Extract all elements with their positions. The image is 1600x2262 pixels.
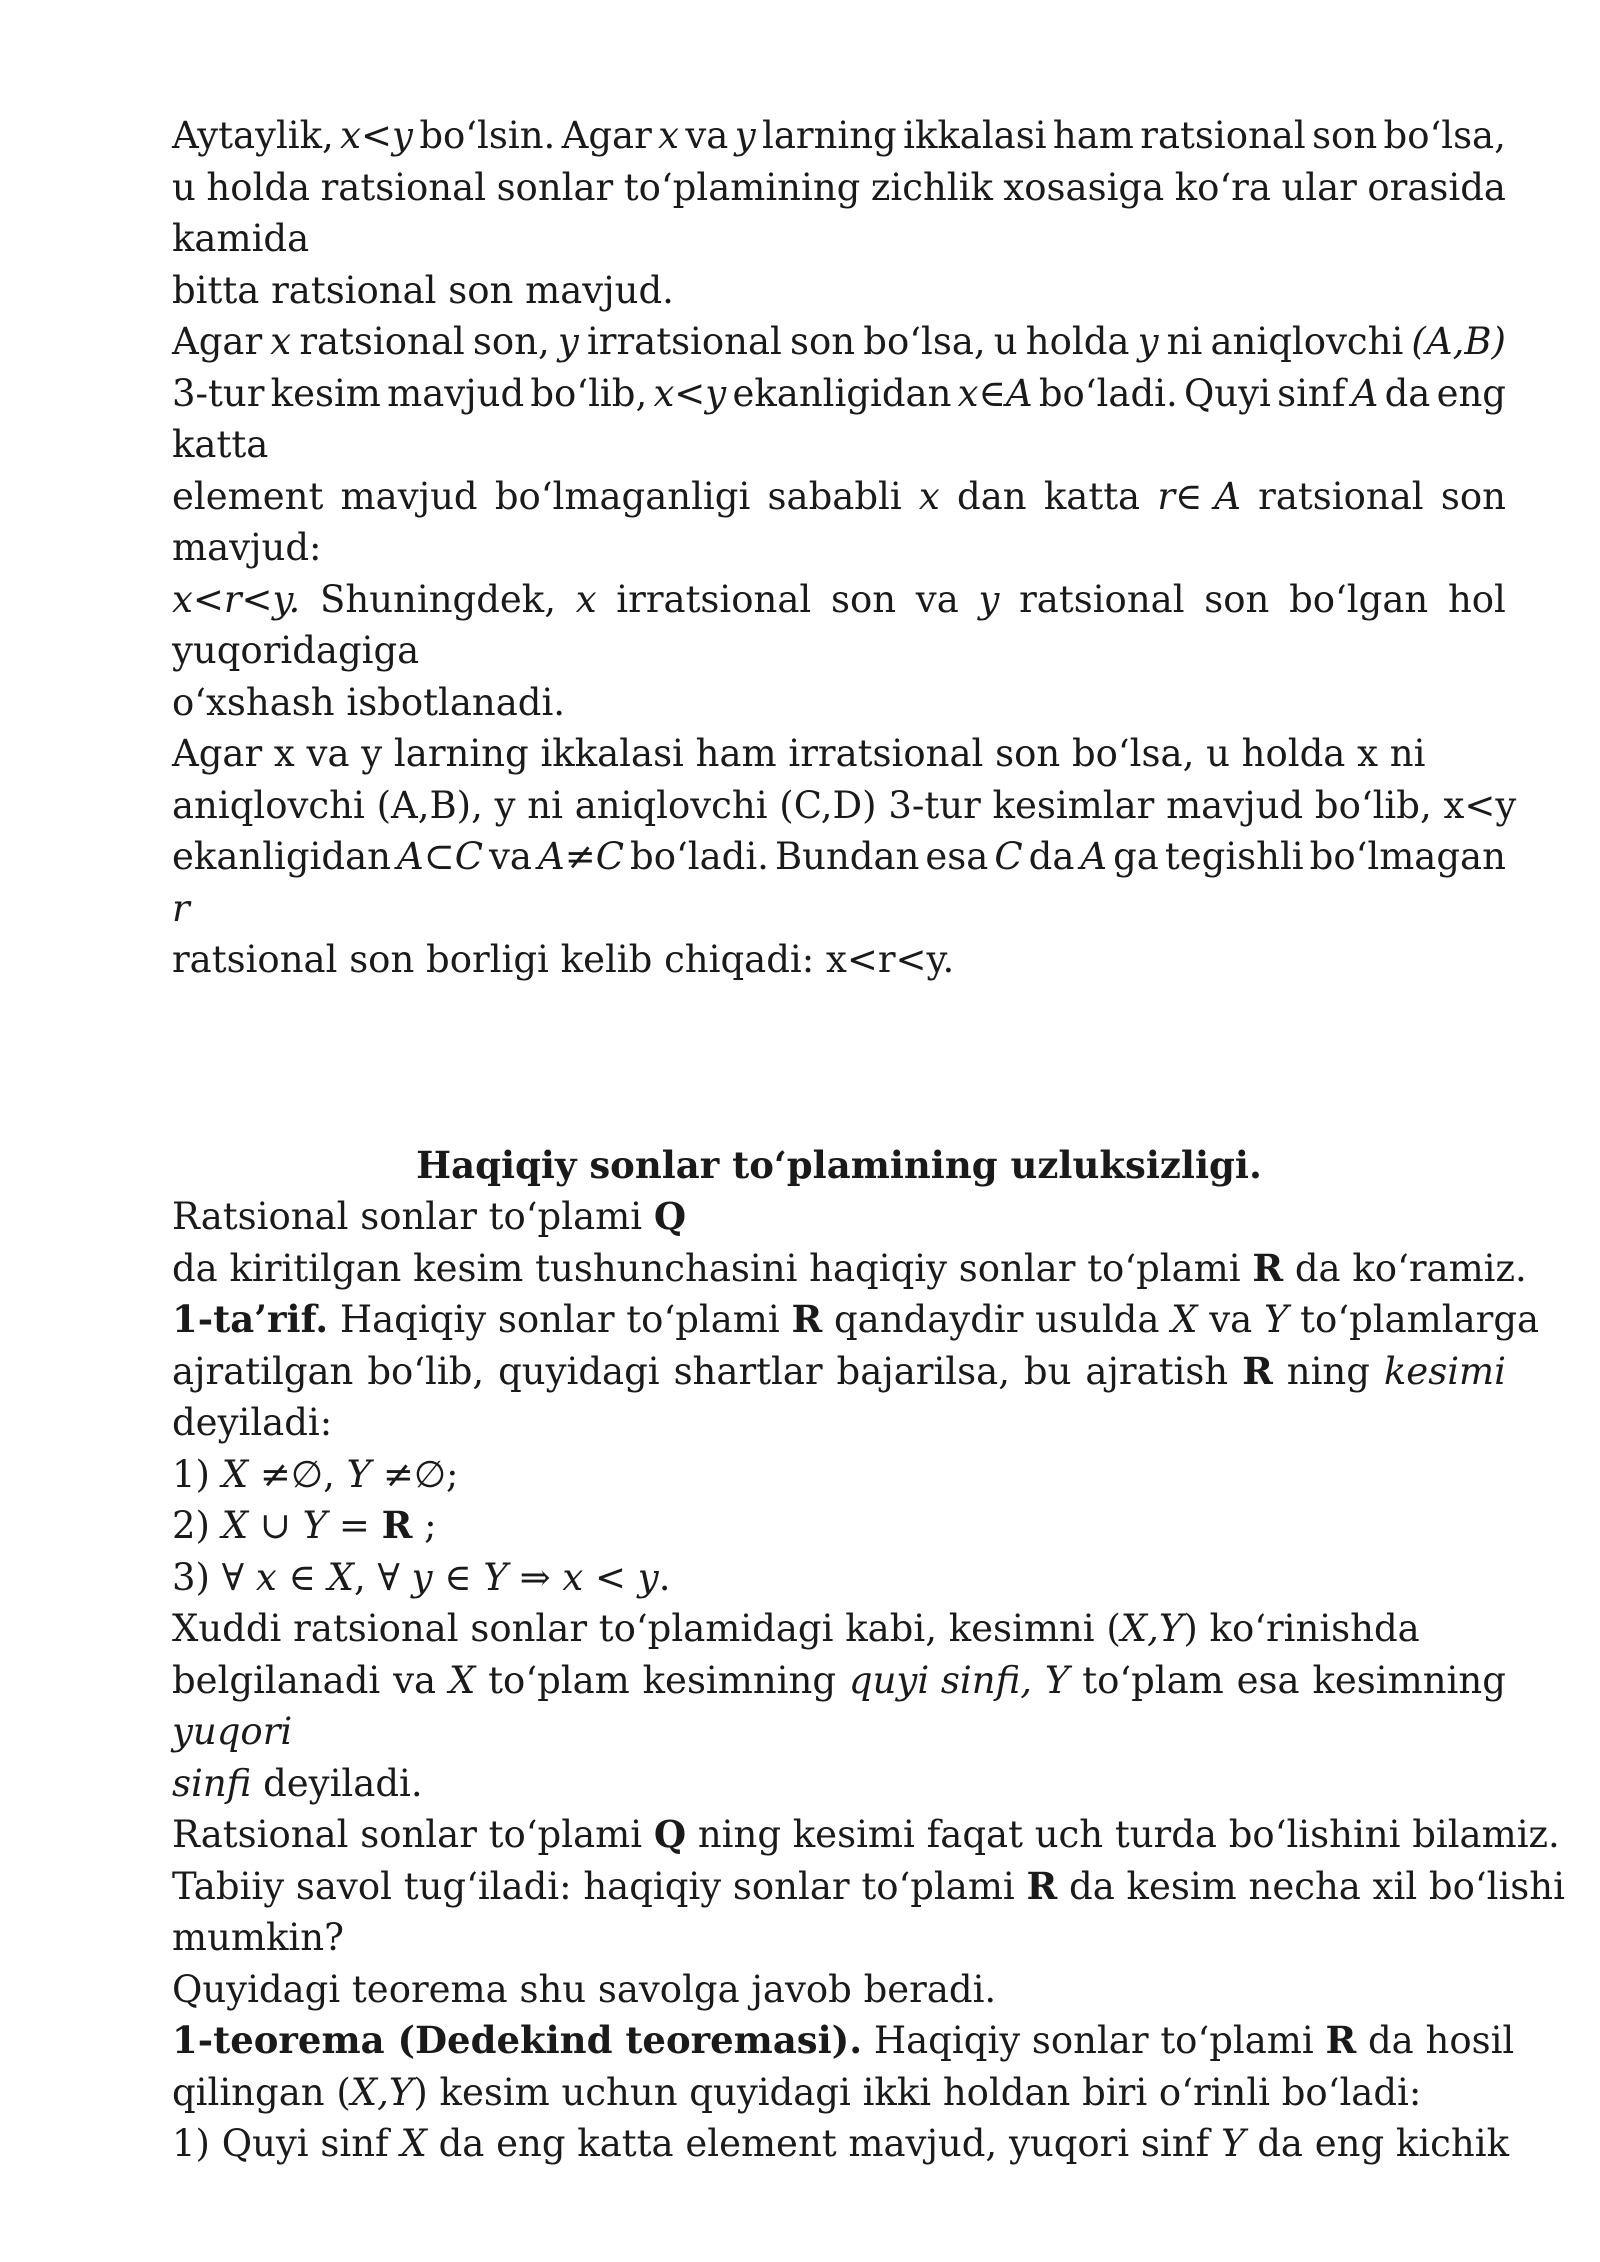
word: ning — [1286, 1349, 1370, 1393]
spacer — [172, 986, 1506, 1140]
word: u — [993, 320, 1018, 363]
term: kesimi — [1383, 1349, 1506, 1393]
word: ratsional — [1258, 474, 1424, 518]
word: to‘plam — [488, 1658, 630, 1702]
math: (A,B) — [1411, 320, 1506, 363]
word: ni — [1166, 320, 1203, 363]
math: X — [221, 1452, 249, 1496]
word: ham — [1052, 114, 1134, 157]
text-line — [172, 1861, 1565, 1913]
math: X,Y — [350, 2070, 414, 2114]
math: x — [270, 320, 292, 363]
word: Agar — [172, 320, 263, 363]
text-line — [172, 471, 1506, 523]
math-bold: Q — [653, 1812, 687, 1856]
section-heading: Haqiqiy sonlar to‘plamining uzluksizligi. — [416, 1142, 1262, 1187]
text: da hosil — [1356, 2019, 1515, 2062]
math: C — [994, 835, 1023, 878]
text-line: aniqlovchi (A,B), y ni aniqlovchi (C,D) 3-tur kesimlar mavjud bo‘lib, x<y — [172, 783, 1517, 827]
word: kesimning — [642, 1658, 837, 1702]
text: da kiritilgan kesim tushunchasini haqiqiy sonlar to‘plami — [172, 1246, 1253, 1290]
text: da eng kichik — [1245, 2122, 1509, 2165]
word: ratsional — [1140, 114, 1306, 157]
text-line — [172, 1809, 1560, 1861]
text: ≠∅; — [371, 1452, 459, 1496]
word: larning — [761, 114, 897, 157]
word: va — [393, 1658, 437, 1702]
math: X — [221, 1504, 249, 1547]
text: Tabiiy savol tug‘iladi: haqiqiy sonlar to‘plami — [172, 1864, 1027, 1908]
math: X — [327, 1555, 354, 1599]
word: orasida — [1367, 165, 1506, 209]
text-line — [172, 831, 1506, 883]
math-bold: R — [1252, 1245, 1284, 1290]
text: da eng katta element mavjud, yuqori sinf — [426, 2122, 1222, 2165]
text: , ∀ — [353, 1555, 412, 1599]
text: ) kesim uchun quyidagi ikki holdan biri o‘rinli bo‘ladi: — [413, 2070, 1422, 2114]
word: bo‘lsin. — [419, 114, 556, 157]
word: bo‘lib, — [367, 1349, 485, 1393]
text-line — [172, 2067, 1506, 2119]
text-line: Quyidagi teorema shu savolga javob beradi. — [172, 1967, 997, 2011]
text: 1) — [172, 1452, 222, 1496]
text-line — [172, 1603, 1506, 1655]
text-line — [172, 574, 1506, 626]
text: 3) ∀ — [172, 1555, 256, 1599]
word: ekanligidan — [732, 371, 952, 415]
word: ikkalasi — [903, 114, 1047, 157]
text: deyiladi. — [251, 1761, 423, 1805]
word: Bundan — [774, 835, 920, 878]
word: va — [915, 577, 959, 621]
text: ) ko‘rinishda — [1183, 1607, 1420, 1650]
text-line — [172, 2015, 1515, 2067]
word: bo‘ladi. — [1038, 371, 1178, 415]
text-line — [172, 316, 1506, 368]
word: irratsional — [586, 320, 782, 363]
word: esa — [925, 835, 989, 878]
math: x — [575, 577, 597, 621]
text-line: Agar x va y larning ikkalasi ham irratsional son bo‘lsa, u holda x ni — [172, 732, 1426, 775]
math: Y — [483, 1555, 508, 1599]
condition-2 — [172, 1500, 1506, 1552]
proof-paragraph — [172, 110, 1517, 986]
math: X — [400, 2122, 427, 2165]
math: x — [918, 474, 940, 518]
word: sinf — [1277, 371, 1346, 415]
word: bo‘lgan — [1289, 577, 1429, 621]
word: son — [830, 577, 897, 621]
math: X — [448, 1658, 476, 1702]
text: = — [327, 1504, 382, 1547]
word: u — [172, 165, 196, 209]
math: x — [658, 114, 680, 157]
math: y — [978, 577, 1000, 621]
math: x<r<y. — [172, 577, 301, 621]
word: Shuningdek, — [320, 577, 556, 621]
math: Y — [346, 1452, 372, 1496]
text-line — [172, 1758, 1506, 1810]
math-bold: R — [1026, 1863, 1058, 1908]
math: x — [562, 1555, 584, 1599]
word: zichlik — [870, 165, 993, 209]
text: qandaydir usulda — [822, 1298, 1172, 1341]
condition-3 — [172, 1552, 1506, 1604]
text-line — [172, 162, 1506, 214]
word: kesimning — [1312, 1658, 1506, 1702]
text: . — [658, 1555, 671, 1599]
text: va — [1197, 1298, 1264, 1341]
math: y — [411, 1555, 433, 1599]
word: son — [790, 320, 856, 363]
definition-paragraph — [172, 1191, 1565, 2170]
text: ∈ — [432, 1555, 484, 1599]
text-line — [172, 1243, 1527, 1295]
math: y — [1137, 320, 1159, 363]
text: Haqiqiy sonlar to‘plami — [862, 2019, 1326, 2062]
text: < — [583, 1555, 638, 1599]
text: to‘plamlarga — [1288, 1298, 1540, 1341]
word: irratsional — [616, 577, 812, 621]
text-line — [172, 2118, 1509, 2170]
word: esa — [1236, 1658, 1300, 1702]
text-line — [172, 368, 1506, 420]
word: ajratilgan — [172, 1349, 354, 1393]
word: son — [1312, 114, 1378, 157]
text-line — [172, 110, 1506, 162]
word: son, — [472, 320, 550, 363]
word: ratsional — [299, 320, 465, 363]
text: ∪ — [248, 1504, 303, 1547]
math: x∈A — [957, 371, 1033, 415]
text-line: o‘xshash isbotlanadi. — [172, 680, 566, 724]
word: aniqlovchi — [1210, 320, 1404, 363]
text: ning kesimi faqat uch turda bo‘lishini bilamiz. — [686, 1813, 1560, 1856]
text-line: mumkin? — [172, 1916, 344, 1959]
math-bold: R — [791, 1297, 823, 1341]
word: ular — [1281, 165, 1357, 209]
word: to‘plamining — [623, 165, 861, 209]
word: to‘plam — [1082, 1658, 1224, 1702]
math-bold: R — [381, 1503, 413, 1547]
term: quyi sinfi, — [848, 1658, 1033, 1702]
word: bu — [1023, 1349, 1072, 1393]
text-line: yuqoridagiga — [172, 629, 420, 672]
word: quyidagi — [498, 1349, 660, 1393]
text: Haqiqiy sonlar to‘plami — [328, 1298, 792, 1341]
word: eng — [1436, 371, 1506, 415]
text-line — [172, 1191, 1506, 1243]
word: bo‘lib, — [530, 371, 648, 415]
word: ko‘ra — [1174, 165, 1271, 209]
math-bold: Q — [653, 1194, 687, 1238]
word: bo‘lmagan — [1309, 835, 1506, 878]
word: ekanligidan — [172, 835, 391, 878]
word: ratsional — [320, 165, 487, 209]
text: ∈ — [276, 1555, 328, 1599]
word: ratsional — [1019, 577, 1185, 621]
word: son — [1204, 577, 1270, 621]
word: Agar — [561, 114, 652, 157]
math: y — [557, 320, 579, 363]
word: xosasiga — [1003, 165, 1165, 209]
math: Y — [1044, 1658, 1070, 1702]
term: sinfi — [172, 1761, 252, 1805]
word: son — [1440, 474, 1506, 518]
math: x — [255, 1555, 277, 1599]
text-line — [172, 1346, 1506, 1398]
text: ⇒ — [507, 1555, 563, 1599]
math: r∈ A — [1157, 474, 1241, 518]
text: ; — [412, 1504, 437, 1547]
word: bo‘lsa, — [1383, 114, 1506, 157]
word: da — [1028, 835, 1075, 878]
word: 3-tur — [172, 371, 265, 415]
math: A — [1080, 835, 1108, 878]
word: belgilanadi — [172, 1658, 381, 1702]
math: Y — [1263, 1298, 1289, 1341]
math: r — [172, 886, 190, 930]
math-bold: R — [1242, 1348, 1273, 1393]
word: Aytaylik, — [172, 114, 334, 157]
math: x<y — [340, 114, 413, 157]
math-bold: R — [1325, 2018, 1357, 2062]
word: va — [489, 835, 532, 878]
word: da — [1384, 371, 1431, 415]
word: ajratish — [1085, 1349, 1229, 1393]
word: element — [172, 474, 324, 518]
text-line: ratsional son borligi kelib chiqadi: x<r<y. — [172, 938, 955, 981]
text: da kesim necha xil bo‘lishi — [1057, 1864, 1565, 1908]
math: Y — [1221, 2122, 1246, 2165]
math: y — [734, 114, 756, 157]
word: shartlar — [673, 1349, 823, 1393]
text-line — [172, 1655, 1506, 1707]
math: A≠C — [537, 835, 625, 878]
text: Ratsional sonlar to‘plami — [172, 1813, 654, 1856]
text: 1) Quyi sinf — [172, 2122, 401, 2165]
word: bo‘lsa, — [863, 320, 986, 363]
word: holda — [206, 165, 311, 209]
word: katta — [1043, 474, 1141, 518]
word: sababli — [767, 474, 902, 518]
text-line — [172, 1294, 1540, 1346]
condition-1 — [172, 1449, 1506, 1501]
word: tegishli — [1164, 835, 1304, 878]
text: Ratsional sonlar to‘plami — [172, 1195, 654, 1238]
text-line — [172, 1706, 1506, 1758]
text-line: bitta ratsional son mavjud. — [172, 268, 674, 312]
word: kesim — [270, 371, 381, 415]
word: mavjud — [387, 371, 525, 415]
math: X,Y — [1120, 1607, 1184, 1650]
math: A — [1351, 371, 1379, 415]
math: Y — [302, 1504, 328, 1547]
word: bo‘ladi. — [630, 835, 769, 878]
math: X — [1171, 1298, 1198, 1341]
math: x<y — [653, 371, 727, 415]
text-line: mavjud: — [172, 526, 322, 569]
word: bajarilsa, — [836, 1349, 1010, 1393]
word: bo‘lmaganligi — [494, 474, 751, 518]
text-line: katta — [172, 423, 269, 466]
text-line: deyiladi: — [172, 1401, 333, 1444]
math: y — [637, 1555, 659, 1599]
word: mavjud — [340, 474, 478, 518]
word: ga — [1113, 835, 1159, 878]
word: hol — [1447, 577, 1506, 621]
word: holda — [1025, 320, 1130, 363]
word: Quyi — [1183, 371, 1271, 415]
word: sonlar — [496, 165, 614, 209]
math: A⊂C — [396, 835, 484, 878]
text: ≠∅, — [248, 1452, 347, 1496]
text-line — [172, 883, 1506, 935]
text-line: kamida — [172, 217, 310, 260]
text: Xuddi ratsional sonlar to‘plamidagi kabi, kesimni ( — [172, 1607, 1121, 1650]
text: qilingan ( — [172, 2070, 351, 2114]
word: dan — [957, 474, 1027, 518]
theorem-label: 1-teorema (Dedekind teoremasi). — [172, 2018, 863, 2062]
text: 2) — [172, 1504, 222, 1547]
word: va — [685, 114, 729, 157]
definition-label: 1-ta’rif. — [172, 1297, 329, 1341]
term: yuqori — [172, 1710, 293, 1753]
text: da ko‘ramiz. — [1283, 1246, 1527, 1290]
